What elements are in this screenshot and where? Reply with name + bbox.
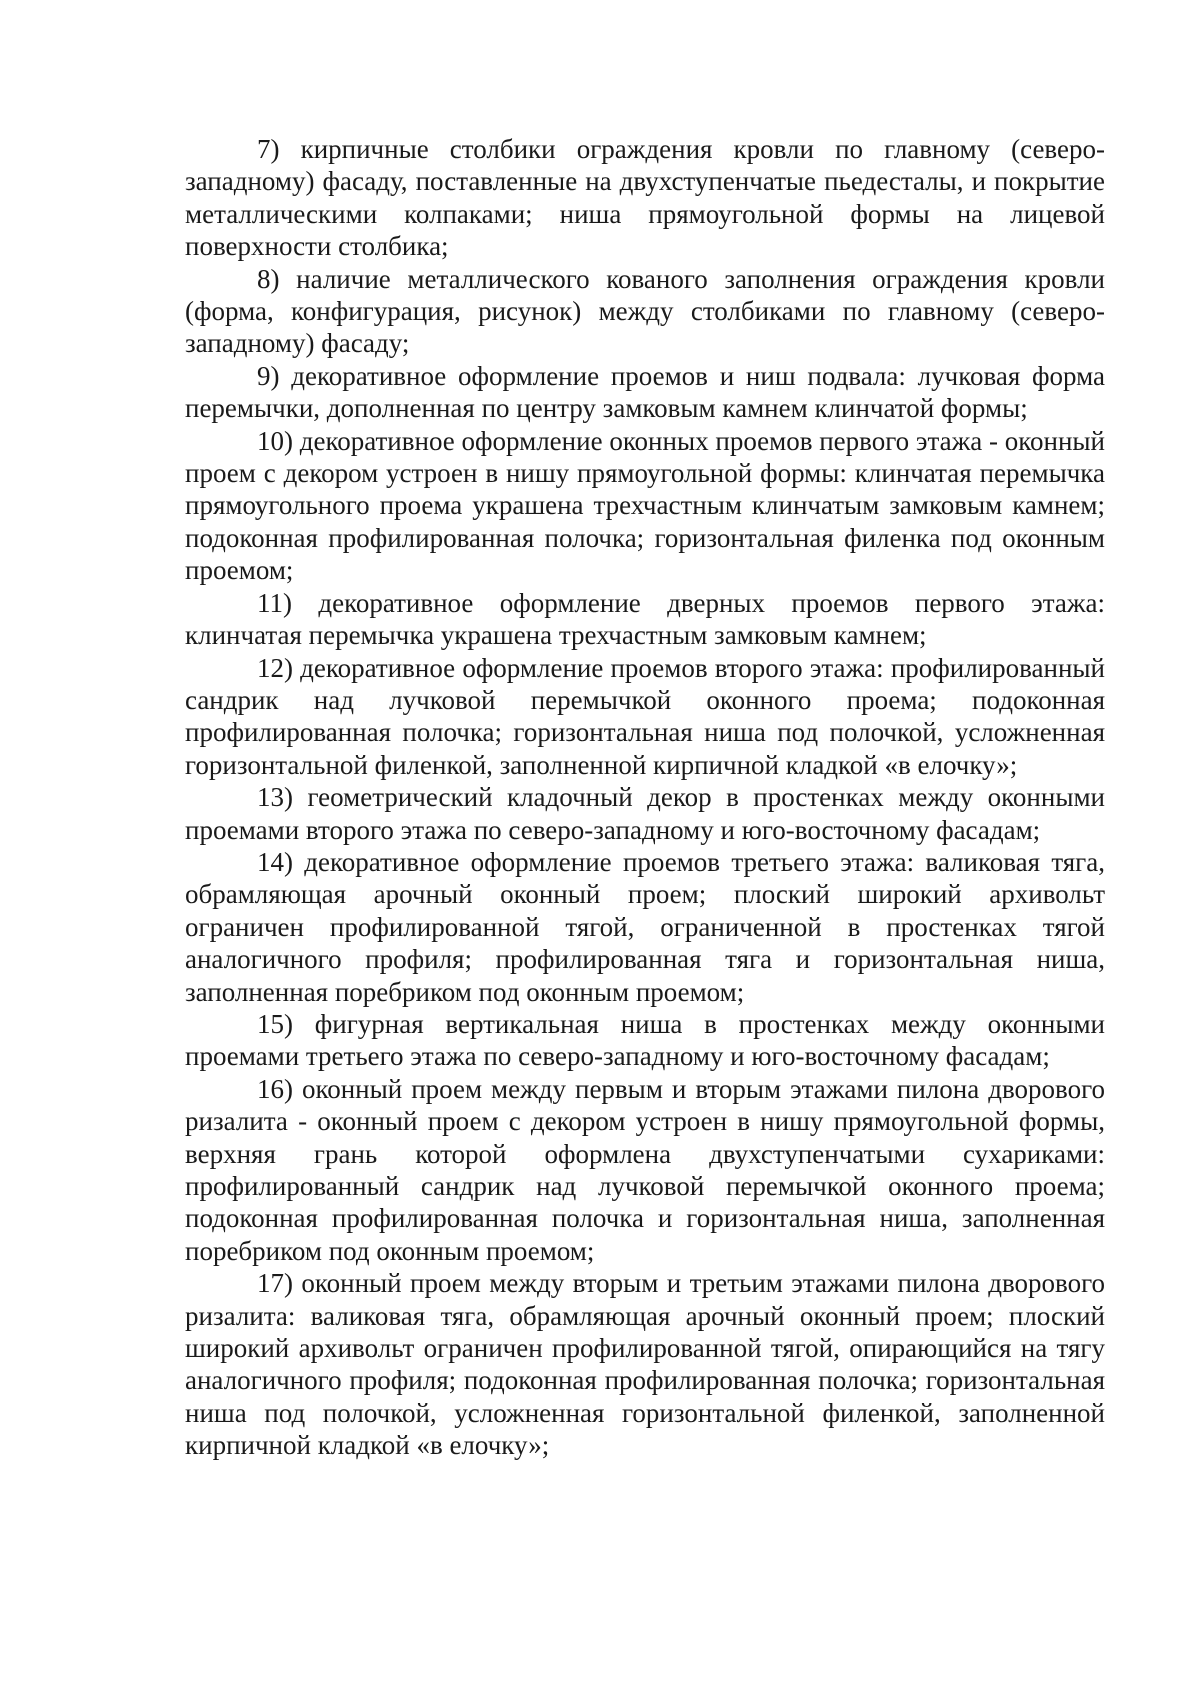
list-item-7: 7) кирпичные столбики ограждения кровли по главному (северо-западному) фасаду, поставленные на двухступенчатые пьедесталы, и покрытие металлическими колпаками; ниша прямоугольной формы на лицевой поверхности столбика; xyxy=(185,134,1105,262)
list-item-9: 9) декоративное оформление проемов и ниш подвала: лучковая форма перемычки, дополненная по центру замковым камнем клинчатой формы; xyxy=(185,360,1105,424)
list-item-12: 12) декоративное оформление проемов второго этажа: профилированный сандрик над лучковой перемычкой оконного проема; подоконная профилированная полочка; горизонтальная ниша под полочкой, усложненная горизонтальной филенкой, заполненной кирпичной кладкой «в елочку»; xyxy=(185,652,1105,780)
list-item-8: 8) наличие металлического кованого заполнения ограждения кровли (форма, конфигурация, рисунок) между столбиками по главному (северо-западному) фасаду; xyxy=(185,263,1105,359)
list-item-11: 11) декоративное оформление дверных проемов первого этажа: клинчатая перемычка украшена трехчастным замковым камнем; xyxy=(185,587,1105,651)
document-body xyxy=(185,133,1105,1462)
list-item-14: 14) декоративное оформление проемов третьего этажа: валиковая тяга, обрамляющая арочный оконный проем; плоский широкий архивольт ограничен профилированной тягой, ограниченной в простенках тягой аналогичного профиля; профилированная тяга и горизонтальная ниша, заполненная поребриком под оконным проемом; xyxy=(185,846,1105,1007)
list-item-13: 13) геометрический кладочный декор в простенках между оконными проемами второго этажа по северо-западному и юго-восточному фасадам; xyxy=(185,782,1105,845)
list-item-17: 17) оконный проем между вторым и третьим этажами пилона дворового ризалита: валиковая тяга, обрамляющая арочный оконный проем; плоский широкий архивольт ограничен профилированной тягой, опирающийся на тягу аналогичного профиля; подоконная профилированная полочка; горизонтальная ниша под полочкой, усложненная горизонтальной филенкой, заполненной кирпичной кладкой «в елочку»; xyxy=(185,1268,1105,1461)
list-item-16: 16) оконный проем между первым и вторым этажами пилона дворового ризалита - оконный проем с декором устроен в нишу прямоугольной формы, верхняя грань которой оформлена двухступенчатыми сухариками: профилированный сандрик над лучковой перемычкой оконного проема; подоконная профилированная полочка и горизонтальная ниша, заполненная поребриком под оконным проемом; xyxy=(185,1073,1105,1266)
list-item-15: 15) фигурная вертикальная ниша в простенках между оконными проемами третьего этажа по северо-западному и юго-восточному фасадам; xyxy=(185,1008,1105,1072)
list-item-10: 10) декоративное оформление оконных проемов первого этажа - оконный проем с декором устроен в нишу прямоугольной формы: клинчатая перемычка прямоугольного проема украшена трехчастным клинчатым замковым камнем; подоконная профилированная полочка; горизонтальная филенка под оконным проемом; xyxy=(185,425,1105,586)
